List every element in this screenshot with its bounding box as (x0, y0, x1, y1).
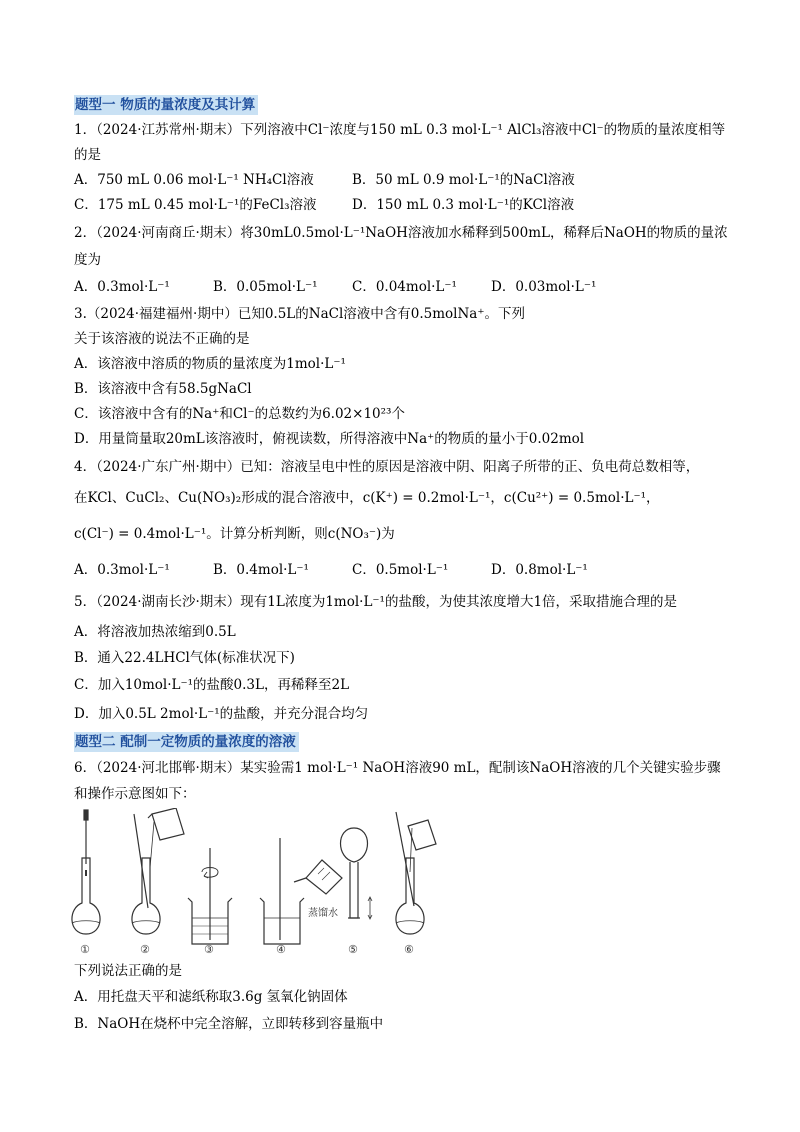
section-title-2: 题型二 配制一定物质的量浓度的溶液 (74, 732, 299, 752)
figure-label-6: ⑥ (404, 943, 414, 956)
q1-option-a: A．750 mL 0.06 mol·L⁻¹ NH₄Cl溶液 (74, 172, 314, 188)
figure-label-4: ④ (276, 943, 286, 956)
q5-stem-line1: 5．（2024·湖南长沙·期末）现有1L浓度为1mol·L⁻¹的盐酸，为使其浓度增大1倍，采取措施合理的是 (74, 594, 678, 610)
figure-label-2: ② (140, 943, 150, 956)
q1-stem-line1: 1．（2024·江苏常州·期末）下列溶液中Cl⁻浓度与150 mL 0.3 mol·L⁻¹ AlCl₃溶液中Cl⁻的物质的量浓度相等 (74, 122, 726, 138)
q3-option-c: C．该溶液中含有的Na⁺和Cl⁻的总数约为6.02×10²³个 (74, 406, 405, 422)
figure-label-5: ⑤ (348, 943, 358, 956)
figure-label-1: ① (80, 943, 90, 956)
figure-label-3: ③ (204, 943, 214, 956)
q2-option-c: C．0.04mol·L⁻¹ (352, 279, 457, 295)
q3-option-d: D．用量筒量取20mL该溶液时，俯视读数，所得溶液中Na⁺的物质的量小于0.02mol (74, 431, 585, 447)
q2-option-a: A．0.3mol·L⁻¹ (74, 279, 170, 295)
pouring-into-flask-icon (132, 808, 184, 934)
q3-option-b: B．该溶液中含有58.5gNaCl (74, 381, 252, 397)
q1-option-d: D．150 mL 0.3 mol·L⁻¹的KCl溶液 (352, 197, 575, 213)
q5-option-a: A．将溶液加热浓缩到0.5L (74, 624, 236, 640)
q2-option-b: B．0.05mol·L⁻¹ (213, 279, 318, 295)
transfer-to-flask-icon (396, 812, 436, 934)
q1-stem-line2: 的是 (74, 147, 101, 163)
beaker-stirring-icon (188, 848, 232, 944)
q4-option-c: C．0.5mol·L⁻¹ (352, 562, 449, 578)
q6-stem-line3: 下列说法正确的是 (74, 963, 182, 979)
section-title-1: 题型一 物质的量浓度及其计算 (74, 95, 258, 115)
q3-option-a: A．该溶液中溶质的物质的量浓度为1mol·L⁻¹ (74, 356, 346, 372)
lab-procedure-figure (70, 808, 450, 958)
q3-stem-line1: 3.（2024·福建福州·期中）已知0.5L的NaCl溶液中含有0.5molNa⁺。下列 (74, 306, 525, 322)
q5-option-d: D．加入0.5L 2mol·L⁻¹的盐酸，并充分混合均匀 (74, 706, 369, 722)
inverted-flask-icon (341, 828, 373, 919)
q6-option-b: B．NaOH在烧杯中完全溶解，立即转移到容量瓶中 (74, 1016, 384, 1032)
q2-option-d: D．0.03mol·L⁻¹ (491, 279, 597, 295)
q3-stem-line2: 关于该溶液的说法不正确的是 (74, 331, 250, 347)
q4-stem-line2: 在KCl、CuCl₂、Cu(NO₃)₂形成的混合溶液中，c(K⁺) = 0.2mol·L⁻¹，c(Cu²⁺) = 0.5mol·L⁻¹， (74, 490, 660, 506)
q4-option-d: D．0.8mol·L⁻¹ (491, 562, 588, 578)
q5-option-b: B．通入22.4LHCl气体(标准状况下) (74, 650, 295, 666)
volumetric-flask-dropper-icon (72, 810, 100, 934)
beaker-wash-bottle-icon (260, 838, 342, 944)
q6-stem-line1: 6．（2024·河北邯郸·期末）某实验需1 mol·L⁻¹ NaOH溶液90 mL，配制该NaOH溶液的几个关键实验步骤 (74, 760, 721, 776)
q1-option-b: B．50 mL 0.9 mol·L⁻¹的NaCl溶液 (352, 172, 575, 188)
distilled-water-label: 蒸馏水 (308, 908, 338, 919)
q4-option-a: A．0.3mol·L⁻¹ (74, 562, 170, 578)
q1-option-c: C．175 mL 0.45 mol·L⁻¹的FeCl₃溶液 (74, 197, 317, 213)
q4-stem-line1: 4．（2024·广东广州·期中）已知：溶液呈电中性的原因是溶液中阴、阳离子所带的正、负电荷总数相等， (74, 459, 700, 475)
q6-option-a: A．用托盘天平和滤纸称取3.6g 氢氧化钠固体 (74, 989, 348, 1005)
q2-stem-line2: 度为 (74, 252, 101, 268)
q2-stem-line1: 2．（2024·河南商丘·期末）将30mL0.5mol·L⁻¹NaOH溶液加水稀释到500mL，稀释后NaOH的物质的量浓 (74, 225, 728, 241)
q5-option-c: C．加入10mol·L⁻¹的盐酸0.3L，再稀释至2L (74, 677, 350, 693)
q4-option-b: B．0.4mol·L⁻¹ (213, 562, 309, 578)
q6-stem-line2: 和操作示意图如下： (74, 786, 196, 802)
q4-stem-line3: c(Cl⁻) = 0.4mol·L⁻¹。计算分析判断，则c(NO₃⁻)为 (74, 526, 395, 542)
